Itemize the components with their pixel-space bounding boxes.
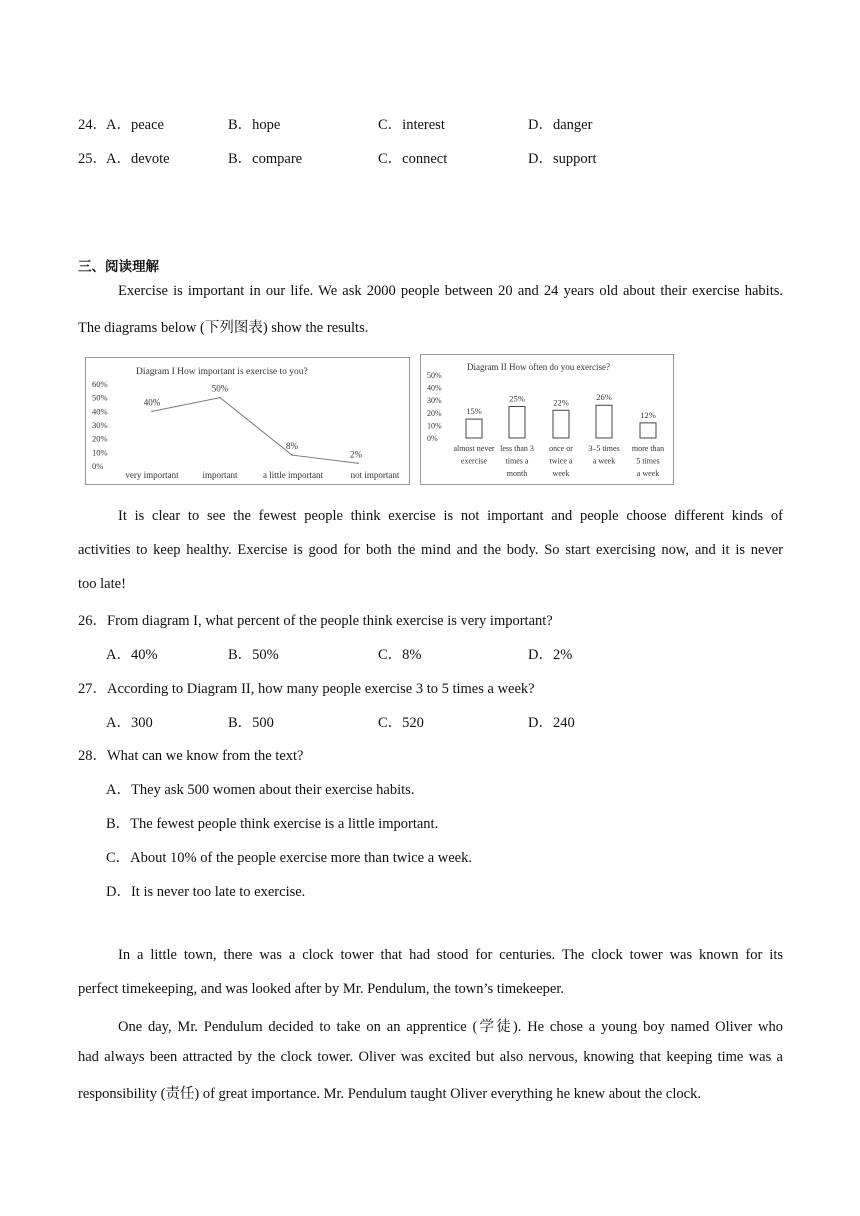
passage2-p1-line1: In a little town, there was a clock tower that had stood for centuries. The clock tower was known for its [118,947,783,963]
bar [596,405,612,438]
option-c: C．interest [378,117,445,133]
option-b: B．compare [228,151,303,167]
x-tick-label: once or [549,444,573,453]
y-tick-label: 40% [427,383,442,393]
passage1-intro-line1: Exercise is important in our life. We ask 2000 people between 20 and 24 years old about their exercise habits. [118,283,783,299]
data-label: 25% [509,393,525,404]
y-tick-label: 30% [427,396,442,406]
x-tick-label: a week [592,456,616,466]
option-c: C．connect [378,151,448,167]
x-tick-label: week [552,469,570,478]
y-tick-label: 20% [92,433,108,444]
option-b: B．The fewest people think exercise is a little important. [106,816,439,832]
y-tick-label: 10% [92,447,108,458]
option-d: D．It is never too late to exercise. [106,884,306,900]
x-tick-label: less than 3 [500,444,534,453]
data-point [151,411,153,413]
data-point [357,462,359,464]
question-stem: 28．What can we know from the text? [78,748,304,764]
option-a: A．devote [106,151,170,167]
option-a: A．peace [106,117,164,133]
passage2-p2-line1: One day, Mr. Pendulum decided to take on an apprentice (学徒). He chose a young boy named Oliver who [118,1019,783,1035]
y-tick-label: 50% [92,392,108,403]
option-c: C．520 [378,715,424,731]
diagram-2-svg [421,355,673,484]
option-b: B．500 [228,715,274,731]
passage2-p2-line2: had always been attracted by the clock tower. Oliver was excited but also nervous, knowing that keeping time was a [78,1049,783,1065]
data-label: 50% [211,383,229,394]
diagram-2 [420,354,674,485]
x-tick-label: a week [636,469,660,478]
x-tick-label: not important [350,470,400,480]
y-tick-label: 10% [427,421,442,431]
x-tick-label: month [506,469,528,478]
question-number: 25． [78,151,107,167]
bar [466,419,482,438]
data-label: 15% [466,406,482,417]
data-point [291,454,293,456]
x-tick-label: more than [631,444,665,453]
bar [553,410,569,438]
y-tick-label: 60% [92,379,108,389]
option-d: D．danger [528,117,593,133]
bar [509,407,525,439]
data-label: 8% [286,441,298,452]
y-tick-label: 0% [427,434,438,443]
option-b: B．hope [228,117,281,133]
x-tick-label: twice a [549,456,573,466]
question-stem: 27．According to Diagram II, how many people exercise 3 to 5 times a week? [78,681,535,697]
passage1-intro-line2: The diagrams below (下列图表) show the results. [78,320,369,336]
passage1-body-line1: It is clear to see the fewest people think exercise is not important and people choose different kinds of [118,508,783,524]
section-title: 三、阅读理解 [78,259,159,275]
question-stem: 26．From diagram I, what percent of the people think exercise is very important? [78,613,553,629]
y-tick-label: 30% [92,420,108,430]
passage1-body-line3: too late! [78,576,126,592]
y-tick-label: 40% [92,406,108,417]
data-label: 12% [640,409,656,420]
data-label: 26% [596,392,612,403]
data-label: 22% [553,397,569,408]
data-label: 40% [143,397,161,408]
x-tick-label: 5 times [636,456,660,466]
passage1-body-line2: activities to keep healthy. Exercise is good for both the mind and the body. So start exercising now, and it is never [78,542,783,558]
data-point [219,397,221,399]
passage2-p2-line3: responsibility (责任) of great importance. Mr. Pendulum taught Oliver everything he knew about the clock. [78,1086,701,1102]
data-label: 2% [350,449,362,460]
x-tick-label: a little important [263,470,323,480]
y-tick-label: 0% [92,461,104,471]
chart-title: Diagram II How often do you exercise? [467,362,610,372]
bar [640,423,656,438]
series-line [152,398,358,464]
option-b: B．50% [228,647,279,663]
option-a: A．They ask 500 women about their exercise habits. [106,782,415,798]
diagram-1-svg [86,358,409,484]
question-number: 24． [78,117,107,133]
option-d: D．2% [528,647,573,663]
y-tick-label: 50% [427,371,442,380]
option-c: C．About 10% of the people exercise more than twice a week. [106,850,472,866]
diagram-1 [85,357,410,485]
x-tick-label: exercise [460,456,488,466]
x-tick-label: almost never [453,444,495,453]
x-tick-label: 3–5 times [588,444,620,453]
x-tick-label: important [202,470,238,480]
passage2-p1-line2: perfect timekeeping, and was looked after by Mr. Pendulum, the town’s timekeeper. [78,981,565,997]
option-d: D．240 [528,715,575,731]
y-tick-label: 20% [427,408,442,418]
option-c: C．8% [378,647,422,663]
option-d: D．support [528,151,597,167]
x-tick-label: very important [125,470,179,480]
chart-title: Diagram I How important is exercise to you? [136,367,308,377]
option-a: A．300 [106,715,153,731]
option-a: A．40% [106,647,158,663]
x-tick-label: times a [505,456,529,466]
